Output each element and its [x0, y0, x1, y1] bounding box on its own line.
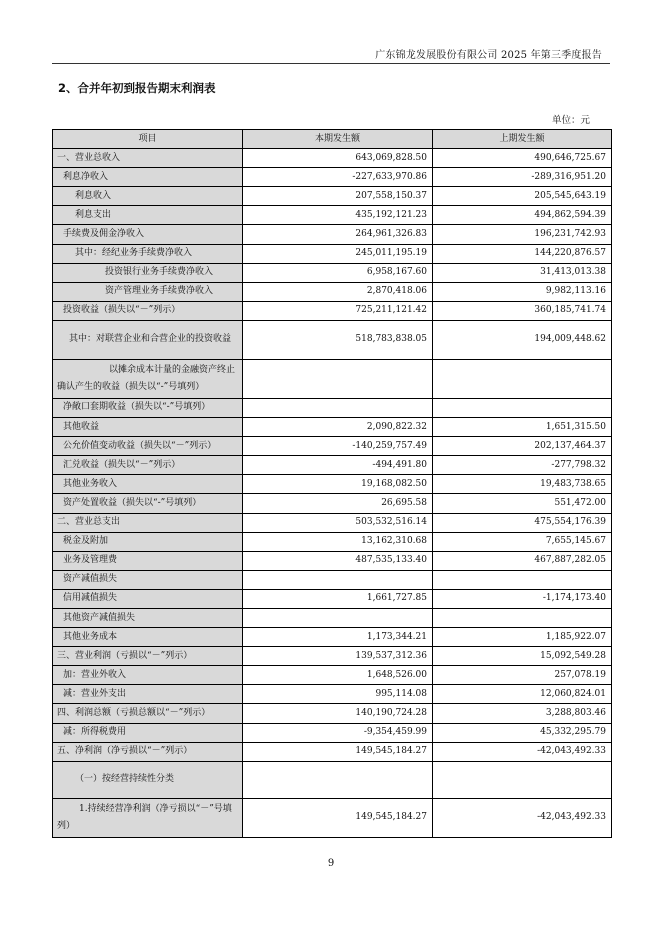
- row-label: 以摊余成本计量的金融资产终止确认产生的收益（损失以“-”号填列）: [53, 359, 243, 398]
- row-label: 加：营业外收入: [53, 666, 243, 685]
- current-value: -140,259,757.49: [243, 437, 433, 456]
- current-value: 19,168,082.50: [243, 475, 433, 494]
- row-label: （一）按经营持续性分类: [53, 761, 243, 798]
- current-value: [243, 570, 433, 589]
- current-value: 149,545,184.27: [243, 798, 433, 837]
- row-label: 利息支出: [53, 206, 243, 225]
- current-value: 2,870,418.06: [243, 282, 433, 301]
- table-row: [53, 532, 612, 551]
- table-row: [53, 685, 612, 704]
- prior-value: [433, 570, 612, 589]
- table-row: [53, 475, 612, 494]
- prior-value: 257,078.19: [433, 666, 612, 685]
- prior-value: -289,316,951.20: [433, 168, 612, 187]
- prior-value: 7,655,145.67: [433, 532, 612, 551]
- prior-value: [433, 608, 612, 627]
- row-label: 业务及管理费: [53, 551, 243, 570]
- table-row: [53, 359, 612, 398]
- current-value: 995,114.08: [243, 685, 433, 704]
- table-row: [53, 398, 612, 417]
- current-value: 643,069,828.50: [243, 149, 433, 168]
- row-label: 手续费及佣金净收入: [53, 225, 243, 244]
- prior-value: 467,887,282.05: [433, 551, 612, 570]
- table-row: [53, 723, 612, 742]
- prior-value: 9,982,113.16: [433, 282, 612, 301]
- current-value: [243, 761, 433, 798]
- row-label: 资产处置收益（损失以“-”号填列）: [53, 494, 243, 513]
- row-label: 资产管理业务手续费净收入: [53, 282, 243, 301]
- page-number: 9: [327, 858, 335, 869]
- row-label: 二、营业总支出: [53, 513, 243, 532]
- prior-value: 3,288,803.46: [433, 704, 612, 723]
- current-value: 139,537,312.36: [243, 647, 433, 666]
- current-value: 140,190,724.28: [243, 704, 433, 723]
- prior-value: [433, 359, 612, 398]
- table-row: [53, 513, 612, 532]
- prior-value: 19,483,738.65: [433, 475, 612, 494]
- row-label: 一、营业总收入: [53, 149, 243, 168]
- current-value: 1,648,526.00: [243, 666, 433, 685]
- table-row: [53, 437, 612, 456]
- current-value: 13,162,310.68: [243, 532, 433, 551]
- row-label: 减：营业外支出: [53, 685, 243, 704]
- table-row: [53, 206, 612, 225]
- current-value: 245,011,195.19: [243, 244, 433, 263]
- prior-value: 202,137,464.37: [433, 437, 612, 456]
- current-value: [243, 608, 433, 627]
- current-value: 6,958,167.60: [243, 263, 433, 282]
- current-value: 1,661,727.85: [243, 589, 433, 608]
- prior-value: 194,009,448.62: [433, 320, 612, 359]
- current-value: -494,491.80: [243, 456, 433, 475]
- header-divider: [52, 63, 610, 64]
- table-row: [53, 282, 612, 301]
- table-row: [53, 301, 612, 320]
- row-label: 信用减值损失: [53, 589, 243, 608]
- table-row: [53, 608, 612, 627]
- report-header: 广东锦龙发展股份有限公司 2025 年第三季度报告: [375, 50, 602, 61]
- prior-value: 475,554,176.39: [433, 513, 612, 532]
- row-label: 其他收益: [53, 418, 243, 437]
- table-row: [53, 666, 612, 685]
- prior-value: [433, 761, 612, 798]
- table-row: [53, 456, 612, 475]
- current-value: 26,695.58: [243, 494, 433, 513]
- table-row: [53, 418, 612, 437]
- row-label: 资产减值损失: [53, 570, 243, 589]
- table-row: [53, 742, 612, 761]
- current-value: 503,532,516.14: [243, 513, 433, 532]
- row-label: 其他业务成本: [53, 628, 243, 647]
- table-row: [53, 761, 612, 798]
- prior-value: 196,231,742.93: [433, 225, 612, 244]
- row-label: 利息收入: [53, 187, 243, 206]
- table-row: [53, 628, 612, 647]
- row-label: 利息净收入: [53, 168, 243, 187]
- prior-value: 551,472.00: [433, 494, 612, 513]
- income-statement-table: [52, 129, 612, 838]
- prior-value: 360,185,741.74: [433, 301, 612, 320]
- column-header-current: 本期发生额: [243, 130, 433, 149]
- row-label: 四、利润总额（亏损总额以“－”列示）: [53, 704, 243, 723]
- prior-value: 15,092,549.28: [433, 647, 612, 666]
- column-header-item: 项目: [53, 130, 243, 149]
- table-row: [53, 494, 612, 513]
- row-label: 五、净利润（净亏损以“－”列示）: [53, 742, 243, 761]
- current-value: 149,545,184.27: [243, 742, 433, 761]
- table-row: [53, 168, 612, 187]
- current-value: 1,173,344.21: [243, 628, 433, 647]
- prior-value: 205,545,643.19: [433, 187, 612, 206]
- prior-value: -1,174,173.40: [433, 589, 612, 608]
- prior-value: -42,043,492.33: [433, 742, 612, 761]
- row-label: 其中：经纪业务手续费净收入: [53, 244, 243, 263]
- prior-value: 1,651,315.50: [433, 418, 612, 437]
- row-label: 1.持续经营净利润（净亏损以“－”号填列）: [53, 798, 243, 837]
- row-label: 其他业务收入: [53, 475, 243, 494]
- prior-value: 490,646,725.67: [433, 149, 612, 168]
- row-label: 其他资产减值损失: [53, 608, 243, 627]
- current-value: 207,558,150.37: [243, 187, 433, 206]
- table-row: [53, 244, 612, 263]
- prior-value: 45,332,295.79: [433, 723, 612, 742]
- prior-value: -42,043,492.33: [433, 798, 612, 837]
- table-row: [53, 263, 612, 282]
- prior-value: 1,185,922.07: [433, 628, 612, 647]
- table-row: [53, 704, 612, 723]
- section-title: 2、合并年初到报告期末利润表: [58, 81, 216, 95]
- prior-value: 494,862,594.39: [433, 206, 612, 225]
- current-value: -227,633,970.86: [243, 168, 433, 187]
- current-value: 487,535,133.40: [243, 551, 433, 570]
- unit-label: 单位：元: [551, 115, 590, 126]
- current-value: 2,090,822.32: [243, 418, 433, 437]
- table-row: [53, 589, 612, 608]
- row-label: 减：所得税费用: [53, 723, 243, 742]
- table-row: [53, 187, 612, 206]
- table-row: [53, 798, 612, 837]
- column-header-prior: 上期发生额: [433, 130, 612, 149]
- table-row: [53, 149, 612, 168]
- table-row: [53, 570, 612, 589]
- current-value: 264,961,326.83: [243, 225, 433, 244]
- table-row: [53, 320, 612, 359]
- table-row: [53, 225, 612, 244]
- prior-value: [433, 398, 612, 417]
- current-value: -9,354,459.99: [243, 723, 433, 742]
- current-value: [243, 359, 433, 398]
- table-row: [53, 551, 612, 570]
- current-value: 725,211,121.42: [243, 301, 433, 320]
- row-label: 投资银行业务手续费净收入: [53, 263, 243, 282]
- row-label: 汇兑收益（损失以“－”列示）: [53, 456, 243, 475]
- prior-value: 31,413,013.38: [433, 263, 612, 282]
- row-label: 净敞口套期收益（损失以“-”号填列）: [53, 398, 243, 417]
- current-value: 435,192,121.23: [243, 206, 433, 225]
- current-value: [243, 398, 433, 417]
- prior-value: -277,798.32: [433, 456, 612, 475]
- prior-value: 12,060,824.01: [433, 685, 612, 704]
- row-label: 其中：对联营企业和合营企业的投资收益: [53, 320, 243, 359]
- row-label: 投资收益（损失以“－”列示）: [53, 301, 243, 320]
- table-header-row: [53, 130, 612, 149]
- row-label: 税金及附加: [53, 532, 243, 551]
- table-row: [53, 647, 612, 666]
- row-label: 公允价值变动收益（损失以“－”列示）: [53, 437, 243, 456]
- prior-value: 144,220,876.57: [433, 244, 612, 263]
- current-value: 518,783,838.05: [243, 320, 433, 359]
- row-label: 三、营业利润（亏损以“－”列示）: [53, 647, 243, 666]
